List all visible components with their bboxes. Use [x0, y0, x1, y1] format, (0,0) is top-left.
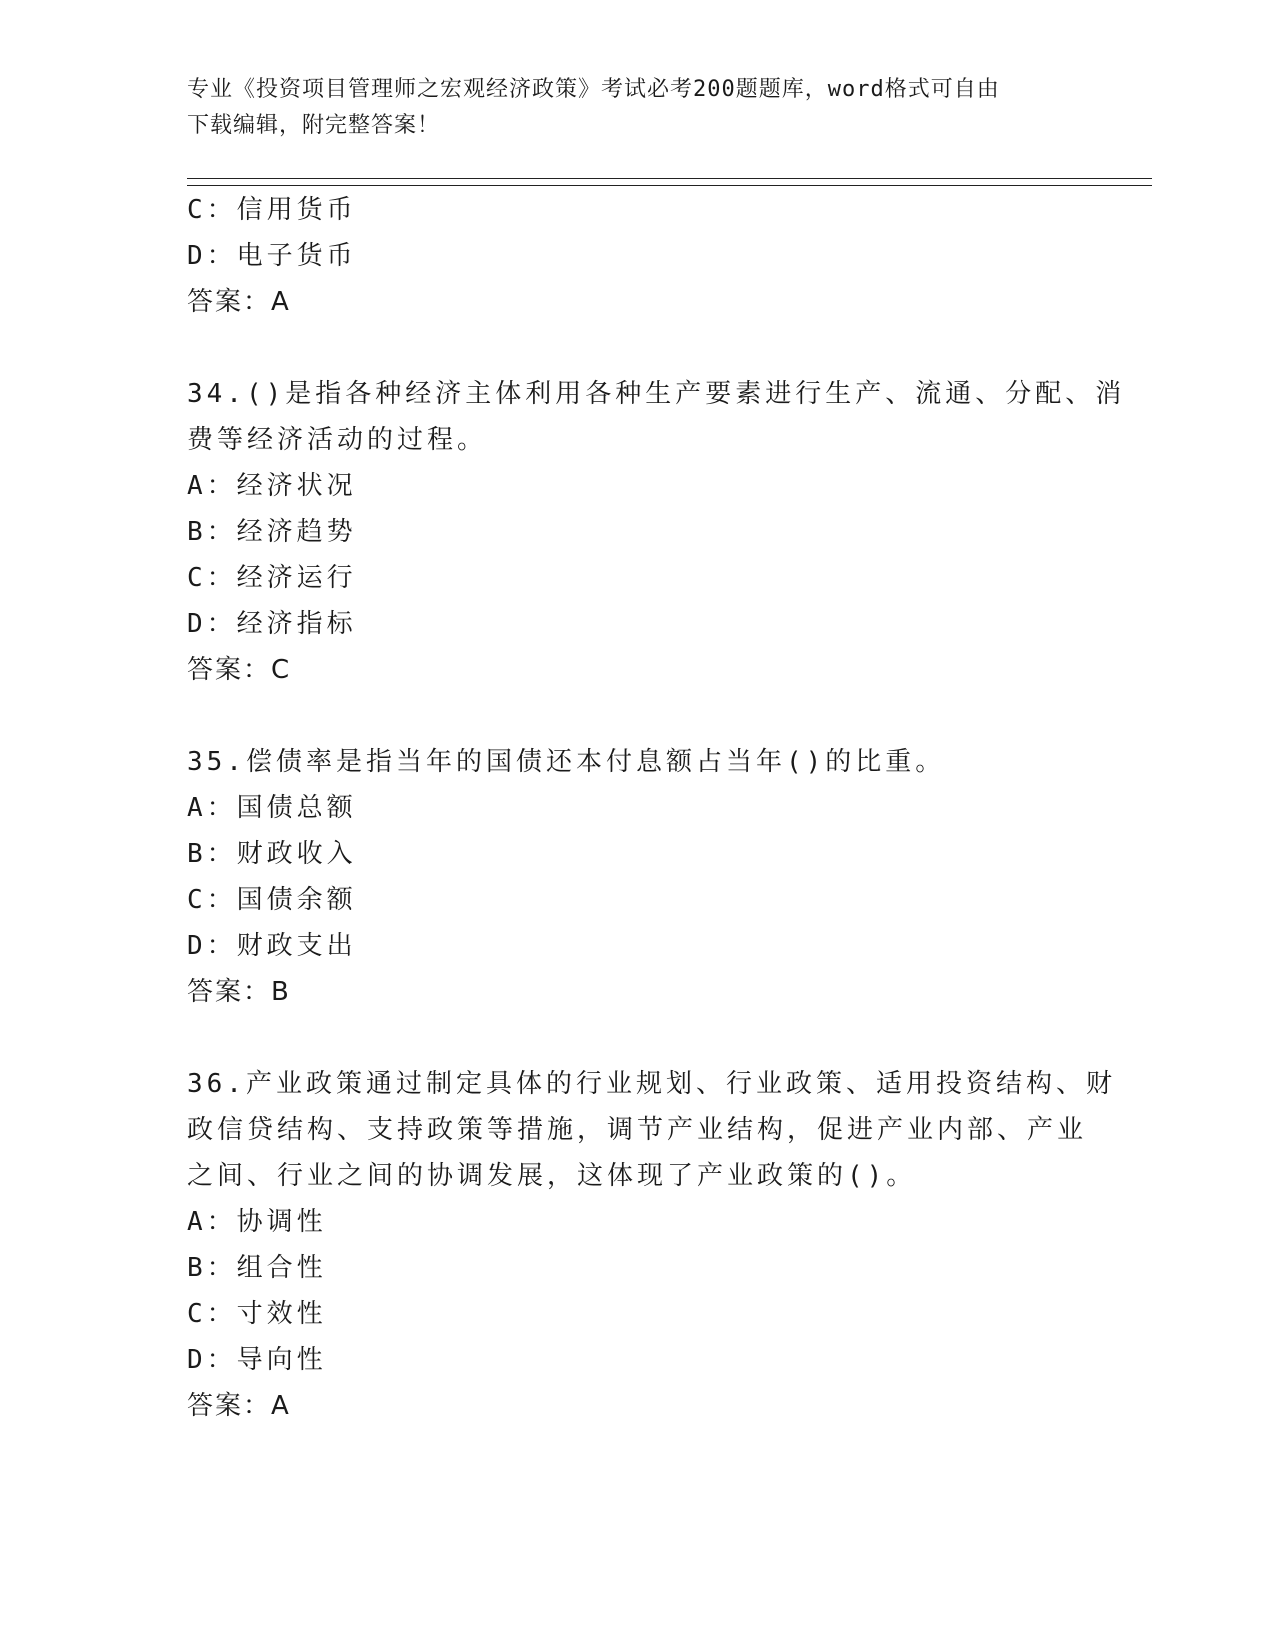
question-stem-line: 费等经济活动的过程。 — [187, 425, 488, 455]
question-34 — [187, 371, 1126, 693]
option-b: B：经济趋势 — [187, 517, 357, 547]
question-stem-line: 之间、行业之间的协调发展，这体现了产业政策的()。 — [187, 1161, 917, 1191]
answer-label: 答案：A — [187, 287, 291, 317]
option-a: A：经济状况 — [187, 471, 357, 501]
option-c: C：经济运行 — [187, 563, 357, 593]
option-a: A：协调性 — [187, 1207, 327, 1237]
document-header — [187, 72, 1087, 144]
previous-question-tail — [187, 187, 1087, 325]
answer-label: 答案：A — [187, 1391, 291, 1421]
option-d: D：导向性 — [187, 1345, 327, 1375]
question-stem-line: 政信贷结构、支持政策等措施，调节产业结构，促进产业内部、产业 — [187, 1115, 1088, 1145]
question-stem — [187, 739, 1087, 785]
option-c: C：国债余额 — [187, 885, 357, 915]
option-d: D：电子货币 — [187, 241, 357, 271]
header-divider — [187, 178, 1152, 186]
question-35 — [187, 739, 1087, 1015]
option-b: B：组合性 — [187, 1253, 327, 1283]
header-title-line-2: 下载编辑，附完整答案！ — [187, 113, 441, 138]
header-title-line-1: 专业《投资项目管理师之宏观经济政策》考试必考200题题库，word格式可自由 — [187, 77, 1000, 102]
answer-label: 答案：C — [187, 655, 292, 685]
option-c: C：寸效性 — [187, 1299, 327, 1329]
option-a: A：国债总额 — [187, 793, 357, 823]
question-stem-line: 36.产业政策通过制定具体的行业规划、行业政策、适用投资结构、财 — [187, 1069, 1116, 1099]
question-stem — [187, 371, 1126, 463]
question-stem-line: 34.()是指各种经济主体利用各种生产要素进行生产、流通、分配、消 — [187, 379, 1126, 409]
option-b: B：财政收入 — [187, 839, 357, 869]
answer-label: 答案：B — [187, 977, 291, 1007]
question-stem — [187, 1061, 1116, 1199]
option-d: D：财政支出 — [187, 931, 357, 961]
question-content — [187, 187, 1126, 1429]
question-36 — [187, 1061, 1116, 1429]
option-c: C：信用货币 — [187, 195, 357, 225]
option-d: D：经济指标 — [187, 609, 357, 639]
question-stem-line: 35.偿债率是指当年的国债还本付息额占当年()的比重。 — [187, 747, 946, 777]
